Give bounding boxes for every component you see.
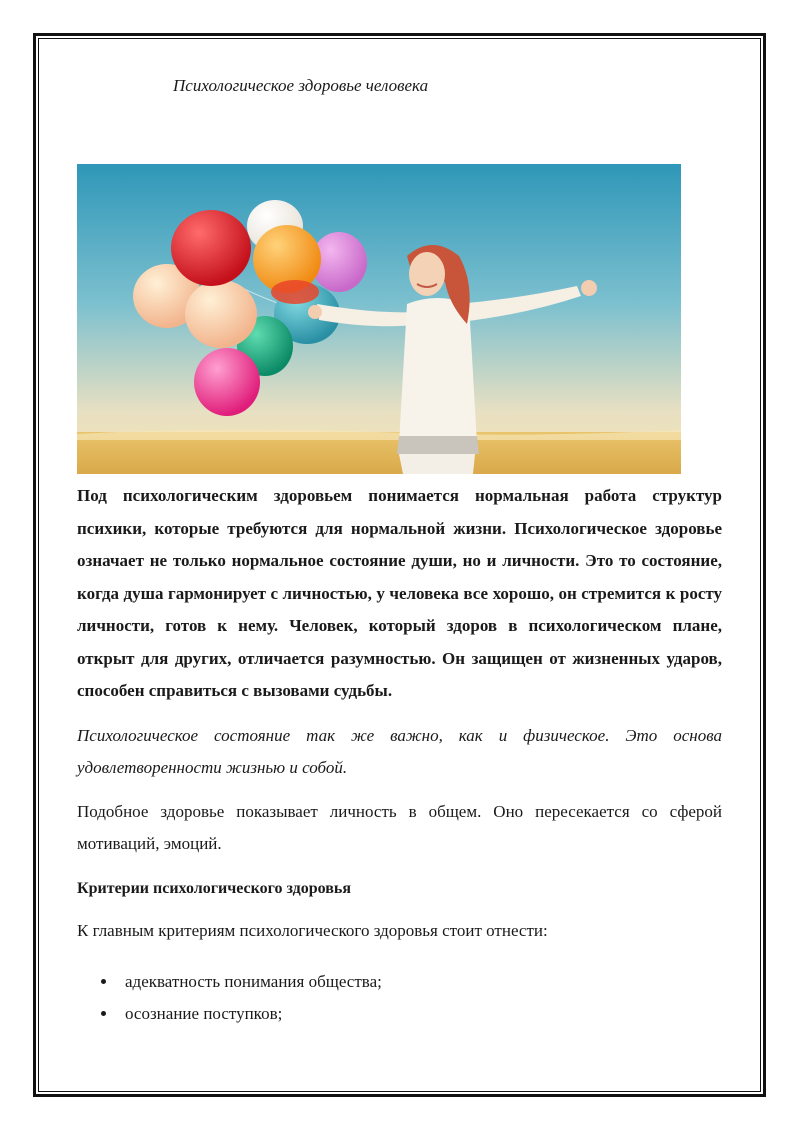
- list-item: [77, 998, 722, 1030]
- bold-intro-paragraph: Под психологическим здоровьем понимается нормальная работа структур психики, которые требуются для нормальной жизни. Психологическое здоровье означает не только нормальное состояние души, но и личности. Это то состояние, когда душа гармонирует с личностью, у человека все хорошо, он стремится к росту личности, готов к нему. Человек, который здоров в психологическом плане, открыт для других, отличается разумностью. Он защищен от жизненных ударов, способен справиться с вызовами судьбы.: [77, 486, 722, 700]
- section-heading: Критерии психологического здоровья: [77, 879, 351, 897]
- document-body: [77, 480, 722, 1030]
- document-title: Психологическое здоровье человека: [173, 76, 429, 95]
- italic-note-paragraph: Психологическое состояние так же важно, как и физическое. Это основа удовлетворенности жизнью и собой.: [77, 725, 722, 777]
- illustration-photo: [77, 164, 681, 474]
- list-item-text: осознание поступков;: [125, 1003, 283, 1023]
- list-item: [77, 966, 722, 998]
- bullet-icon: [101, 1011, 106, 1016]
- list-item-text: адекватность понимания общества;: [125, 971, 382, 991]
- bullet-icon: [101, 979, 106, 984]
- criteria-list: [77, 966, 722, 1030]
- section-intro: К главным критериям психологического здоровья стоит отнести:: [77, 920, 548, 940]
- body-paragraph: Подобное здоровье показывает личность в общем. Оно пересекается со сферой мотиваций, эмоций.: [77, 801, 722, 853]
